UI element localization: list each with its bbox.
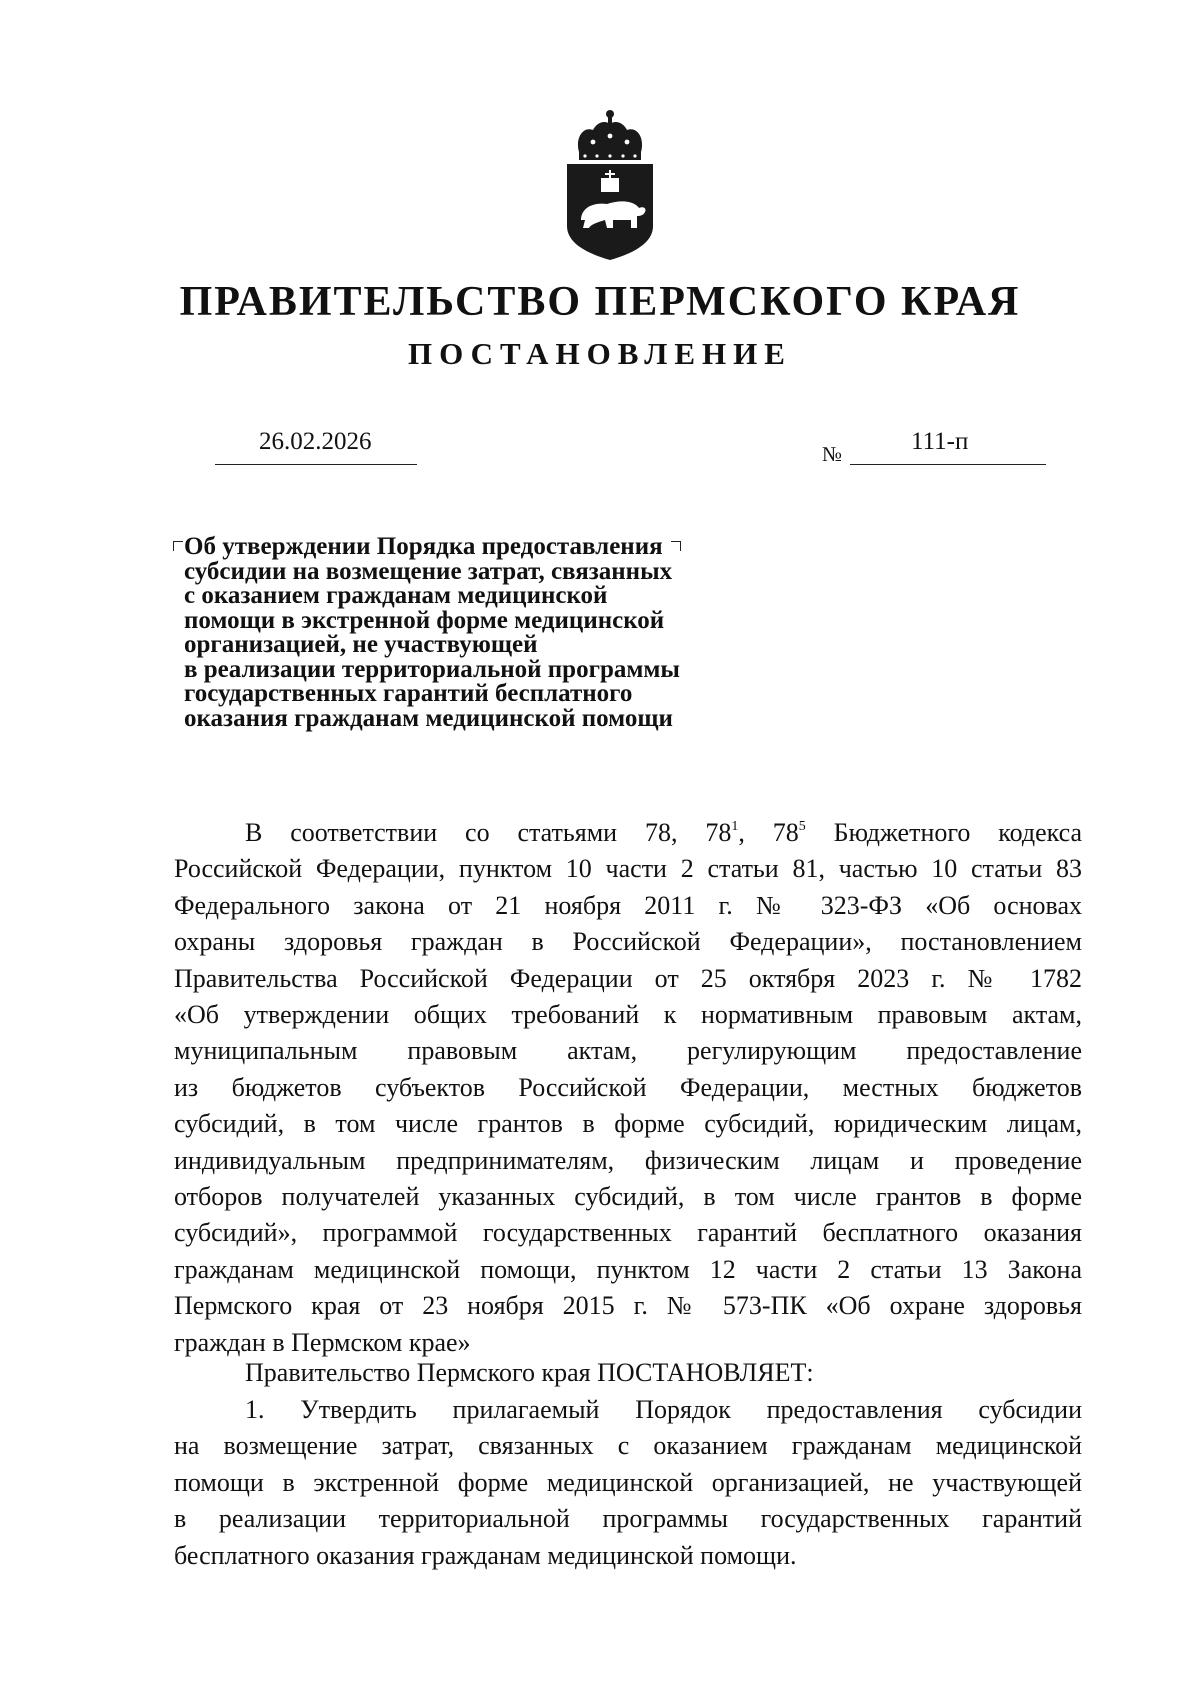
- preamble-line: муниципальным правовым актам, регулирующим предоставление: [174, 1036, 1082, 1066]
- item-1-paragraph: [174, 1392, 1082, 1574]
- preamble-line: охраны здоровья граждан в Российской Федерации», постановлением: [174, 927, 1082, 957]
- subject-line: с оказанием гражданам медицинской: [184, 582, 608, 609]
- preamble-line: гражданам медицинской помощи, пунктом 12 части 2 статьи 13 Закона: [174, 1254, 1082, 1284]
- date-field: [215, 428, 417, 465]
- preamble-first-line: В соответствии со статьями 78, $78^1$, $78^5$ Бюджетного кодекса: [245, 818, 1082, 847]
- subject-line: в реализации территориальной программы: [184, 655, 680, 683]
- coat-of-arms-icon: [563, 108, 657, 260]
- item-line: в реализации территориальной программы государственных гарантий: [174, 1504, 1082, 1534]
- preamble-line: Правительства Российской Федерации от 25 октября 2023 г. № 1782: [174, 963, 1082, 993]
- number-field: [850, 428, 1046, 465]
- preamble-line: индивидуальным предпринимателям, физическим лицам и проведение: [174, 1145, 1082, 1175]
- item-line: 1. Утвердить прилагаемый Порядок предоставления субсидии: [245, 1395, 1082, 1424]
- item-line: бесплатного оказания гражданам медицинской помощи.: [174, 1540, 797, 1570]
- preamble-line: Российской Федерации, пунктом 10 части 2 статьи 81, частью 10 статьи 83: [174, 854, 1082, 884]
- superscript: 5: [798, 819, 806, 834]
- item-line: на возмещение затрат, связанных с оказанием гражданам медицинской: [174, 1431, 1082, 1461]
- subject-line: организацией, не участвующей: [184, 631, 538, 658]
- subject-line: Об утверждении Порядка предоставления: [184, 533, 663, 560]
- resolution-line: Правительство Пермского края ПОСТАНОВЛЯЕТ:: [245, 1358, 814, 1387]
- subject-corner-left: [173, 541, 183, 551]
- preamble-paragraph: [174, 815, 1082, 1361]
- subject-line: помощи в экстренной форме медицинской: [184, 606, 665, 634]
- preamble-line: граждан в Пермском крае»: [174, 1327, 471, 1357]
- document-number: 111-п: [911, 428, 969, 455]
- resolution-clause: [174, 1355, 1082, 1391]
- preamble-line: субсидий», программой государственных гарантий бесплатного оказания: [174, 1218, 1082, 1248]
- document-type: ПОСТАНОВЛЕНИЕ: [408, 336, 792, 371]
- superscript: 1: [731, 819, 739, 834]
- subject-line: субсидии на возмещение затрат, связанных: [184, 557, 673, 585]
- preamble-line: «Об утверждении общих требований к нормативным правовым актам,: [174, 1000, 1082, 1030]
- document-subject: [184, 535, 680, 731]
- document-date: 26.02.2026: [259, 428, 372, 455]
- preamble-line: Федерального закона от 21 ноября 2011 г. № 323-ФЗ «Об основах: [174, 890, 1082, 920]
- preamble-line: отборов получателей указанных субсидий, в том числе грантов в форме: [174, 1182, 1082, 1212]
- item-line: помощи в экстренной форме медицинской организацией, не участвующей: [174, 1467, 1082, 1497]
- government-title: ПРАВИТЕЛЬСТВО ПЕРМСКОГО КРАЯ: [179, 279, 1021, 325]
- preamble-line: Пермского края от 23 ноября 2015 г. № 573-ПК «Об охране здоровья: [174, 1291, 1082, 1321]
- subject-line: оказания гражданам медицинской помощи: [184, 704, 673, 732]
- preamble-line: субсидий, в том числе грантов в форме субсидий, юридическим лицам,: [174, 1109, 1082, 1139]
- number-sign: №: [822, 442, 843, 466]
- preamble-line: из бюджетов субъектов Российской Федерации, местных бюджетов: [174, 1072, 1082, 1102]
- subject-line: государственных гарантий бесплатного: [184, 680, 633, 707]
